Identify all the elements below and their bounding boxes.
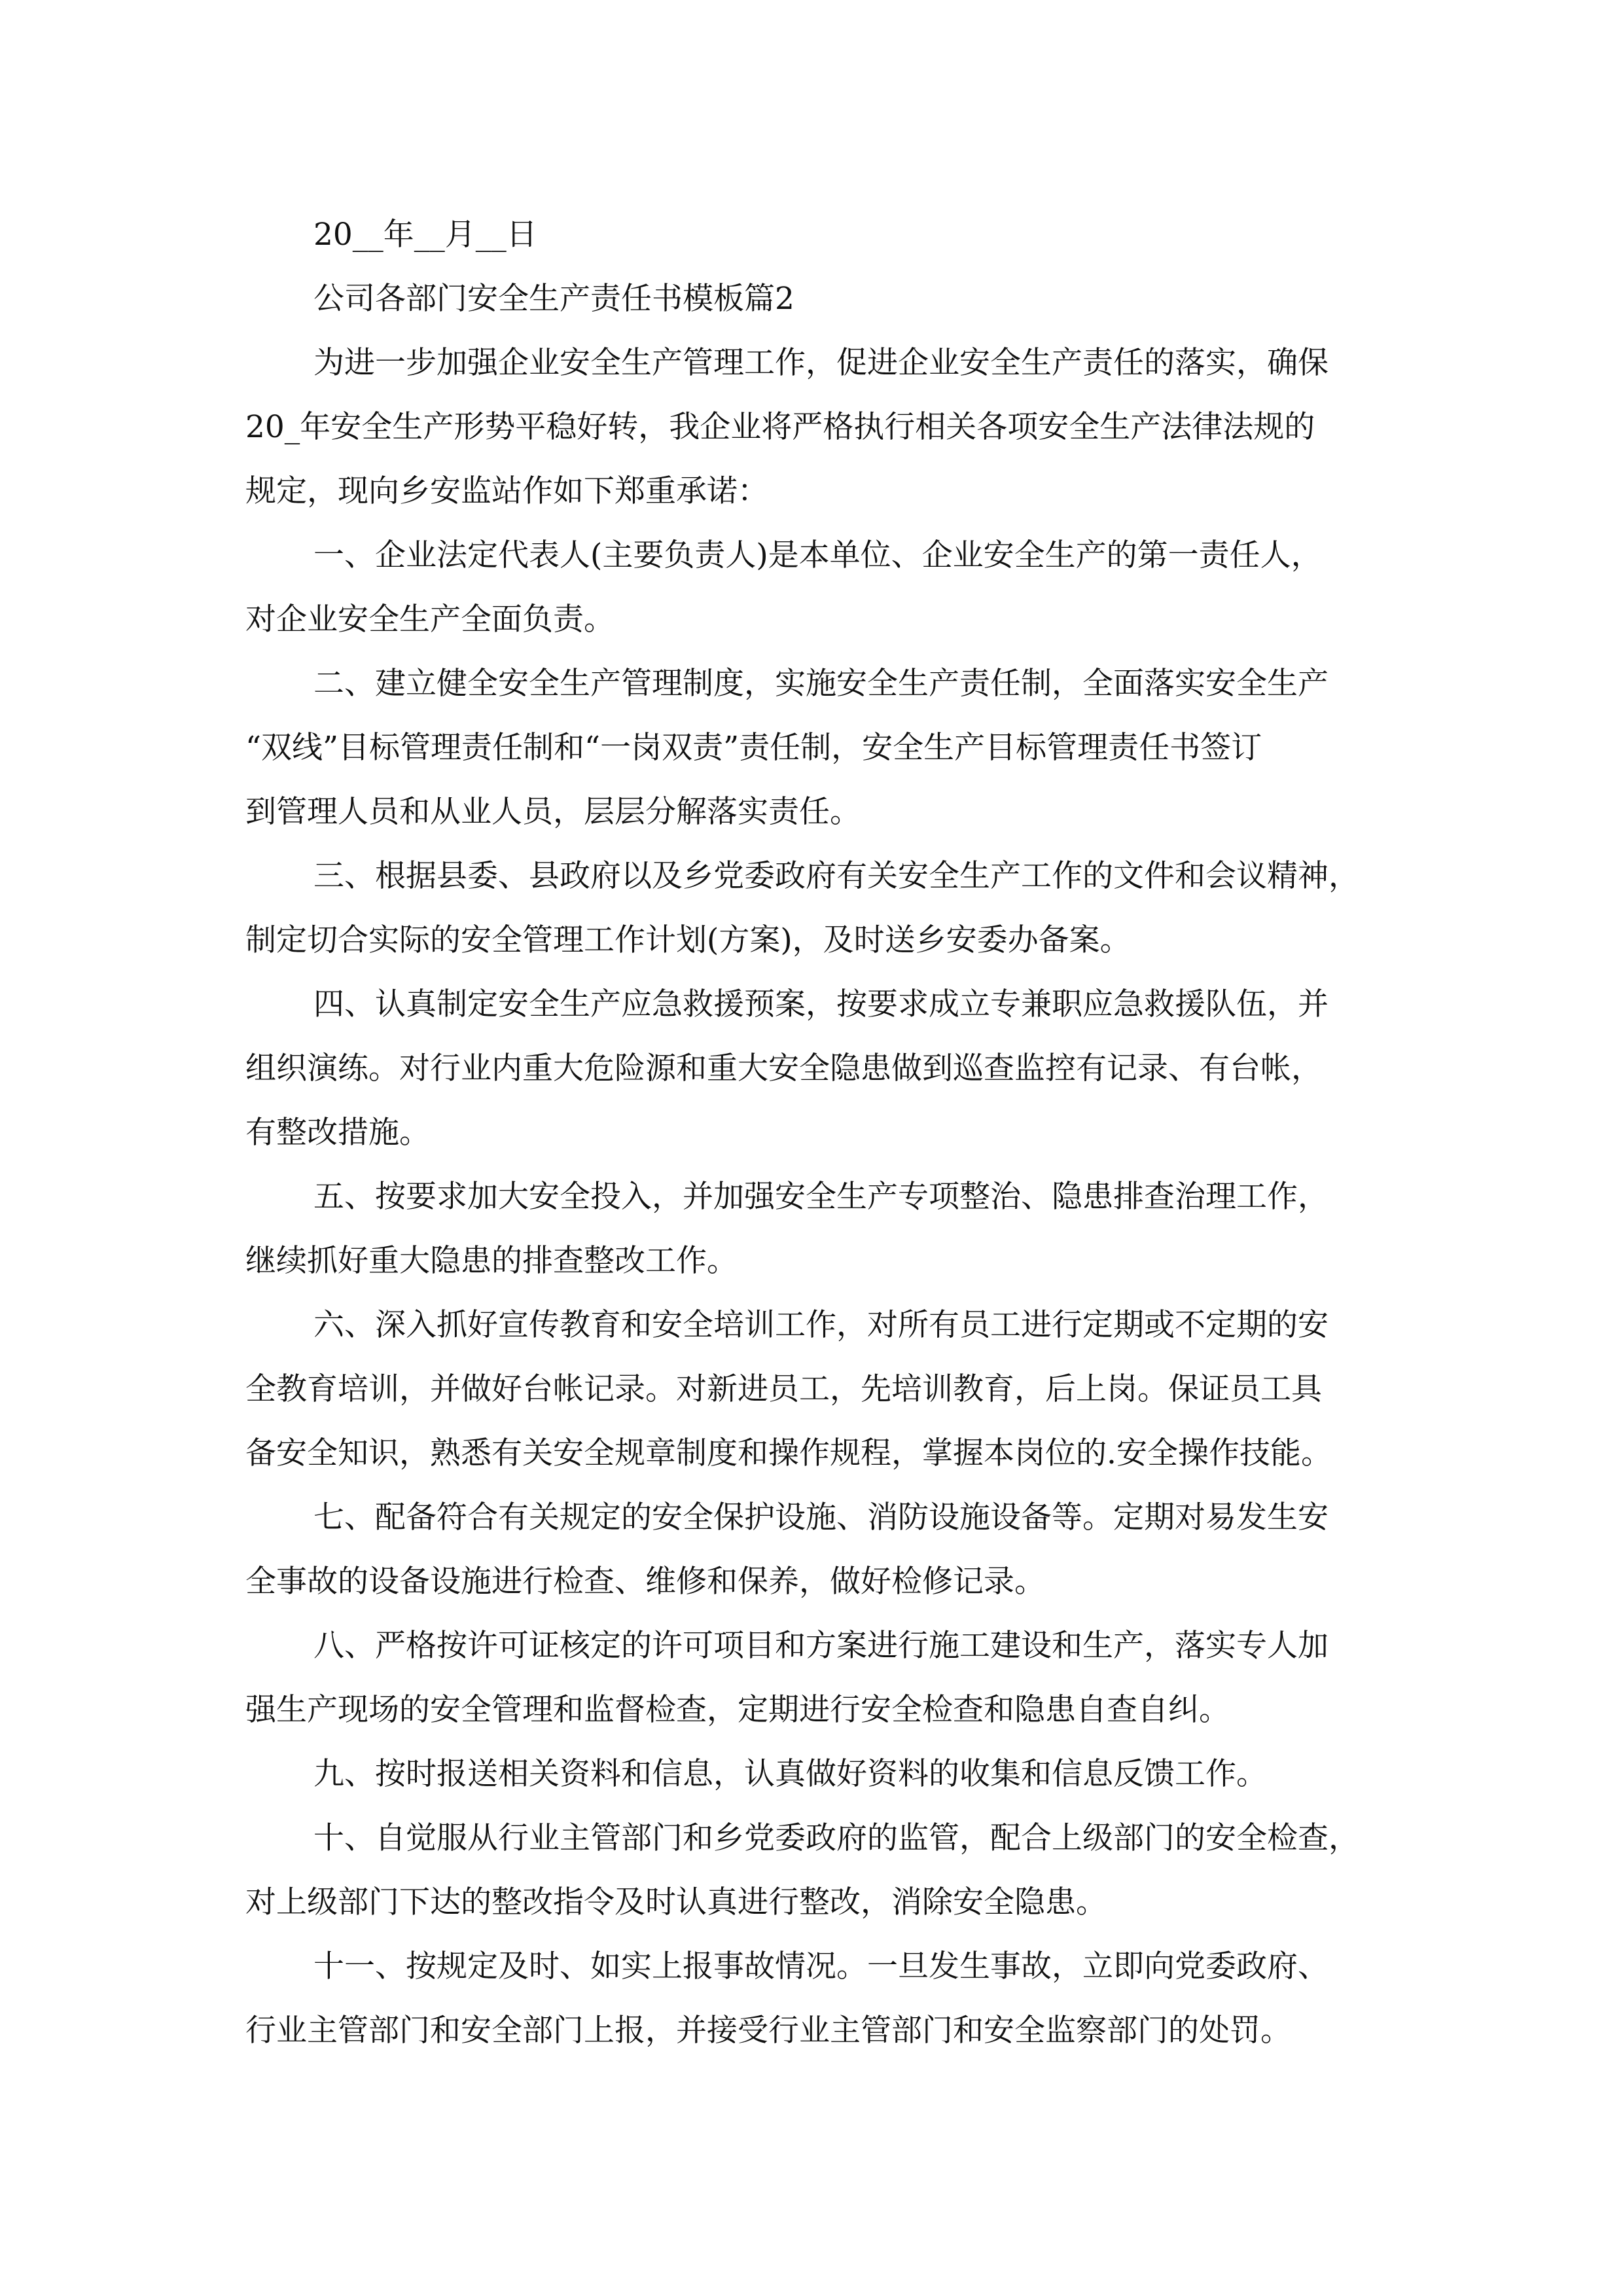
- paragraph-11: [245, 1935, 1387, 2063]
- paragraph-6: [245, 1293, 1387, 1486]
- paragraph-intro: [245, 331, 1387, 524]
- paragraph-8: [245, 1614, 1387, 1742]
- paragraph-line: 强生产现场的安全管理和监督检查，定期进行安全检查和隐患自查自纠。: [245, 1692, 1230, 1728]
- paragraph-line: 十一、按规定及时、如实上报事故情况。一旦发生事故，立即向党委政府、: [313, 1948, 1329, 1984]
- paragraph-line: 三、根据县委、县政府以及乡党委政府有关安全生产工作的文件和会议精神，: [313, 858, 1359, 894]
- paragraph-line: 为进一步加强企业安全生产管理工作，促进企业安全生产责任的落实，确保: [313, 345, 1329, 381]
- paragraph-line: 规定，现向乡安监站作如下郑重承诺：: [245, 473, 768, 509]
- paragraph-line: 八、严格按许可证核定的许可项目和方案进行施工建设和生产，落实专人加: [313, 1628, 1329, 1664]
- paragraph-line: 十、自觉服从行业主管部门和乡党委政府的监管，配合上级部门的安全检查，: [313, 1820, 1359, 1856]
- document-body: [245, 203, 1387, 2063]
- paragraph-line: 对企业安全生产全面负责。: [245, 601, 615, 637]
- paragraph-line: 20_年安全生产形势平稳好转，我企业将严格执行相关各项安全生产法律法规的: [245, 409, 1315, 445]
- paragraph-line: 对上级部门下达的整改指令及时认真进行整改，消除安全隐患。: [245, 1884, 1107, 1920]
- paragraph-7: [245, 1486, 1387, 1614]
- paragraph-line: 九、按时报送相关资料和信息，认真做好资料的收集和信息反馈工作。: [313, 1756, 1267, 1792]
- paragraph-line: 五、按要求加大安全投入，并加强安全生产专项整治、隐患排查治理工作，: [313, 1179, 1329, 1215]
- paragraph-line: 到管理人员和从业人员，层层分解落实责任。: [245, 794, 861, 830]
- paragraph-line: 制定切合实际的安全管理工作计划(方案)，及时送乡安委办备案。: [245, 922, 1131, 958]
- paragraph-5: [245, 1165, 1387, 1293]
- paragraph-line: 二、建立健全安全生产管理制度，实施安全生产责任制，全面落实安全生产: [313, 666, 1329, 702]
- paragraph-2: [245, 652, 1387, 844]
- paragraph-line: 全事故的设备设施进行检查、维修和保养，做好检修记录。: [245, 1564, 1045, 1600]
- paragraph-10: [245, 1806, 1387, 1935]
- paragraph-3: [245, 844, 1387, 973]
- paragraph-line: 全教育培训，并做好台帐记录。对新进员工，先培训教育，后上岗。保证员工具: [245, 1371, 1322, 1407]
- paragraph-line: 行业主管部门和安全部门上报，并接受行业主管部门和安全监察部门的处罚。: [245, 2013, 1291, 2049]
- paragraph-line: 有整改措施。: [245, 1115, 430, 1151]
- document-title: 公司各部门安全生产责任书模板篇2: [313, 281, 794, 317]
- paragraph-9: [245, 1742, 1387, 1806]
- paragraph-line: 一、企业法定代表人(主要负责人)是本单位、企业安全生产的第一责任人，: [313, 537, 1322, 573]
- paragraph-1: [245, 524, 1387, 652]
- paragraph-line: 组织演练。对行业内重大危险源和重大安全隐患做到巡查监控有记录、有台帐，: [245, 1050, 1322, 1086]
- paragraph-line: 六、深入抓好宣传教育和安全培训工作，对所有员工进行定期或不定期的安: [313, 1307, 1329, 1343]
- paragraph-line: 七、配备符合有关规定的安全保护设施、消防设施设备等。定期对易发生安: [313, 1499, 1329, 1535]
- paragraph-line: 备安全知识，熟悉有关安全规章制度和操作规程，掌握本岗位的.安全操作技能。: [245, 1435, 1332, 1471]
- paragraph-line: “双线”目标管理责任制和“一岗双责”责任制，安全生产目标管理责任书签订: [245, 730, 1262, 766]
- paragraph-line: 继续抓好重大隐患的排查整改工作。: [245, 1243, 738, 1279]
- paragraph-4: [245, 973, 1387, 1165]
- date-line: 20__年__月__日: [313, 217, 537, 253]
- paragraph-line: 四、认真制定安全生产应急救援预案，按要求成立专兼职应急救援队伍，并: [313, 986, 1329, 1022]
